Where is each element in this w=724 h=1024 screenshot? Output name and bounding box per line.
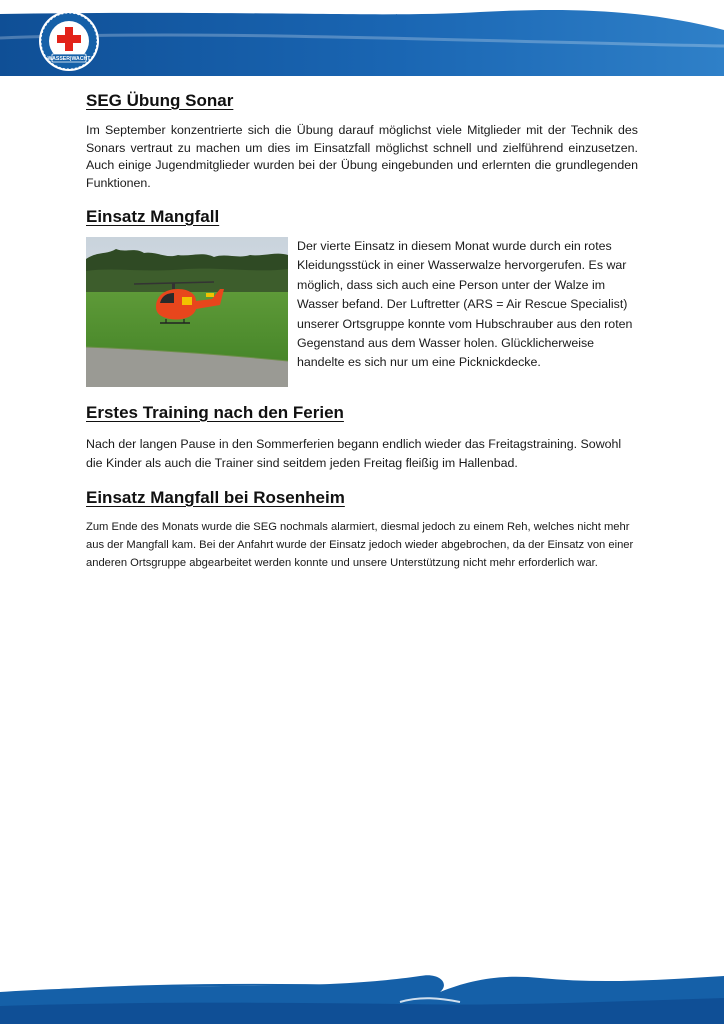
- section-title-rosenheim: Einsatz Mangfall bei Rosenheim: [86, 488, 345, 507]
- svg-text:WASSER|WACHT: WASSER|WACHT: [47, 56, 91, 62]
- section-title-training: Erstes Training nach den Ferien: [86, 403, 344, 422]
- section-text-training: Nach der langen Pause in den Sommerferien begann endlich wieder das Freitagstraining. Sowohl die Kinder als auch die Trainer sind seitdem jeden Freitag fleißig im Hallenbad.: [86, 437, 622, 471]
- section-title-sonar: SEG Übung Sonar: [86, 91, 234, 110]
- wasserwacht-logo: [38, 10, 100, 72]
- helicopter-photo: [86, 237, 288, 387]
- footer-wave: [0, 962, 724, 1024]
- section-title-mangfall: Einsatz Mangfall: [86, 207, 220, 226]
- section-text-mangfall: Der vierte Einsatz in diesem Monat wurde durch ein rotes Kleidungsstück in einer Wasserwalze hervorgerufen. Es war möglich, dass sich auch eine Person unter der Walze im Wasser befand. Der Luftretter (ARS = Air Rescue Specialist) unserer Ortsgruppe konnte vom Hubschrauber aus den roten Gegenstand aus dem Wasser holen. Glücklicherweise handelte es sich nur um eine Picknickdecke.: [297, 239, 633, 370]
- section-text-sonar: Im September konzentrierte sich die Übung darauf möglichst viele Mitglieder mit der Technik des Sonars vertraut zu machen um dies im Einsatzfall möglichst schnell und zielführend einzusetzen. Auch einige Jugendmitglieder wurden bei der Übung eingebunden und erlernten die grundlegenden Funktionen.: [86, 123, 638, 190]
- header-banner: [0, 0, 724, 76]
- section-text-rosenheim: Zum Ende des Monats wurde die SEG nochmals alarmiert, diesmal jedoch zu einem Reh, welches nicht mehr aus der Mangfall kam. Bei der Anfahrt wurde der Einsatz jedoch wieder abgebrochen, da der Einsatz von einer anderen Ortsgruppe abgearbeitet werden konnte und unsere Unterstützung nicht mehr erforderlich war.: [86, 521, 634, 569]
